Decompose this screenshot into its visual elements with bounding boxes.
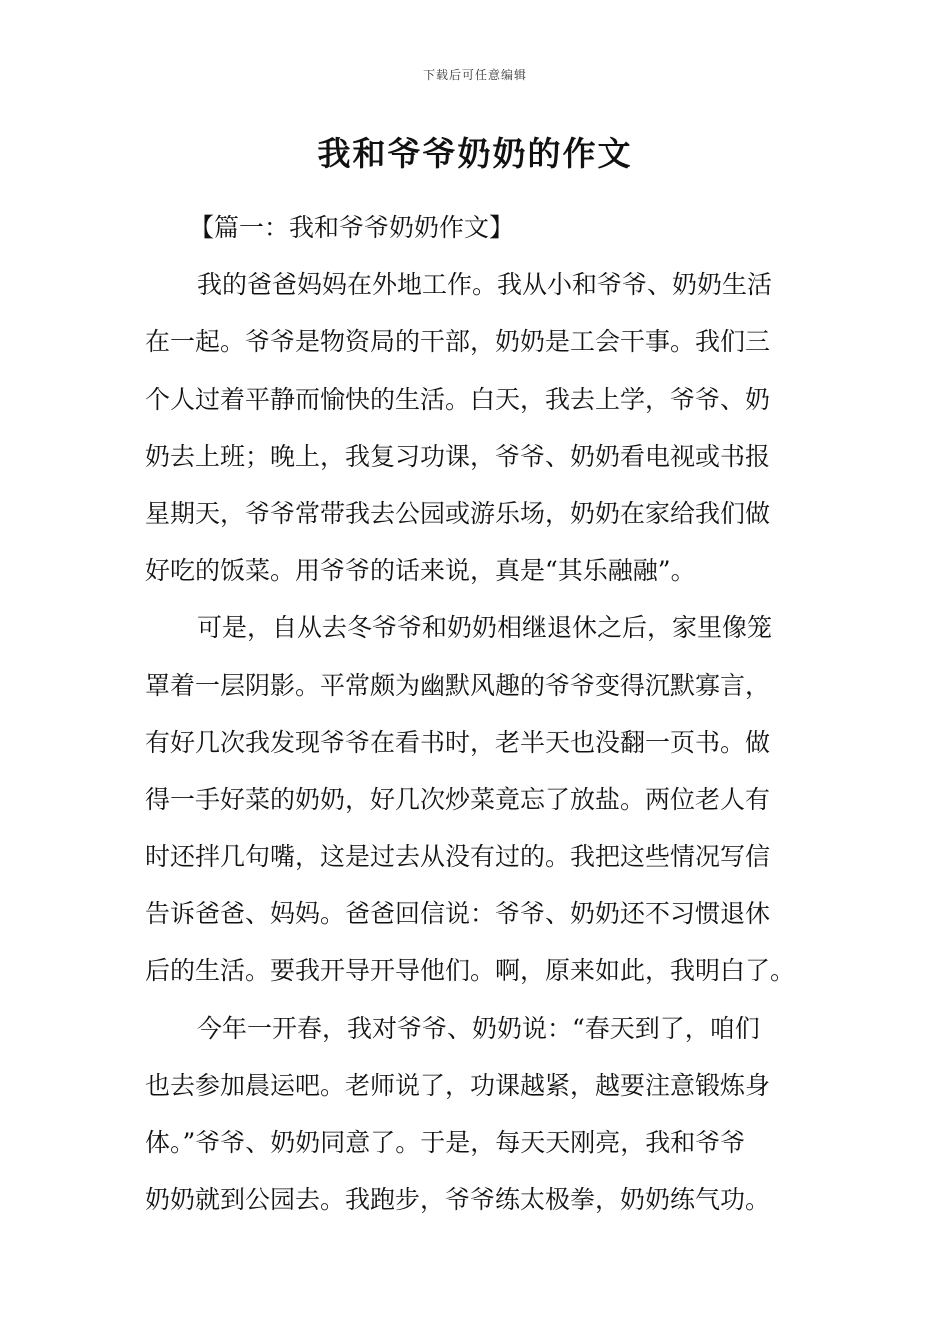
paragraph-3 <box>145 1000 809 1229</box>
paragraph-line: 好吃的饭菜。用爷爷的话来说，真是“其乐融融”。 <box>145 556 696 586</box>
paragraph-line: 也去参加晨运吧。老师说了，功课越紧，越要注意锻炼身 <box>145 1070 771 1100</box>
paragraph-line: 在一起。爷爷是物资局的干部，奶奶是工会干事。我们三 <box>145 327 771 357</box>
paragraph-line: 得一手好菜的奶奶，好几次炒菜竟忘了放盐。两位老人有 <box>145 784 771 814</box>
paragraph-line: 罩着一层阴影。平常颇为幽默风趣的爷爷变得沉默寡言， <box>145 670 771 700</box>
document-title: 我和爷爷奶奶的作文 <box>317 134 633 173</box>
paragraph-line: 后的生活。要我开导开导他们。啊，原来如此，我明白了。 <box>145 956 796 986</box>
paragraph-line: 今年一开春，我对爷爷、奶奶说：“春天到了，咱们 <box>197 1013 760 1043</box>
paragraph-line: 体。”爷爷、奶奶同意了。于是，每天天刚亮，我和爷爷 <box>145 1128 746 1157</box>
paragraph-line: 我的爸爸妈妈在外地工作。我从小和爷爷、奶奶生活 <box>197 270 773 300</box>
paragraph-line: 星期天，爷爷常带我去公园或游乐场，奶奶在家给我们做 <box>145 498 771 528</box>
paragraph-1 <box>145 256 809 599</box>
header-note: 下载后可任意编辑 <box>422 68 527 82</box>
paragraph-line: 奶奶就到公园去。我跑步，爷爷练太极拳，奶奶练气功。 <box>145 1185 771 1215</box>
document-body <box>145 199 809 1228</box>
paragraph-line: 有好几次我发现爷爷在看书时，老半天也没翻一页书。做 <box>145 727 771 757</box>
paragraph-line: 可是，自从去冬爷爷和奶奶相继退休之后，家里像笼 <box>197 613 773 643</box>
paragraph-line: 个人过着平静而愉快的生活。白天，我去上学，爷爷、奶 <box>145 384 771 414</box>
section-heading: 【篇一：我和爷爷奶奶作文】 <box>189 213 515 242</box>
paragraph-2 <box>145 599 809 999</box>
paragraph-line: 奶去上班；晚上，我复习功课，爷爷、奶奶看电视或书报 <box>145 441 771 471</box>
paragraph-line: 告诉爸爸、妈妈。爸爸回信说：爷爷、奶奶还不习惯退休 <box>145 899 771 929</box>
paragraph-line: 时还拌几句嘴，这是过去从没有过的。我把这些情况写信 <box>145 842 771 872</box>
